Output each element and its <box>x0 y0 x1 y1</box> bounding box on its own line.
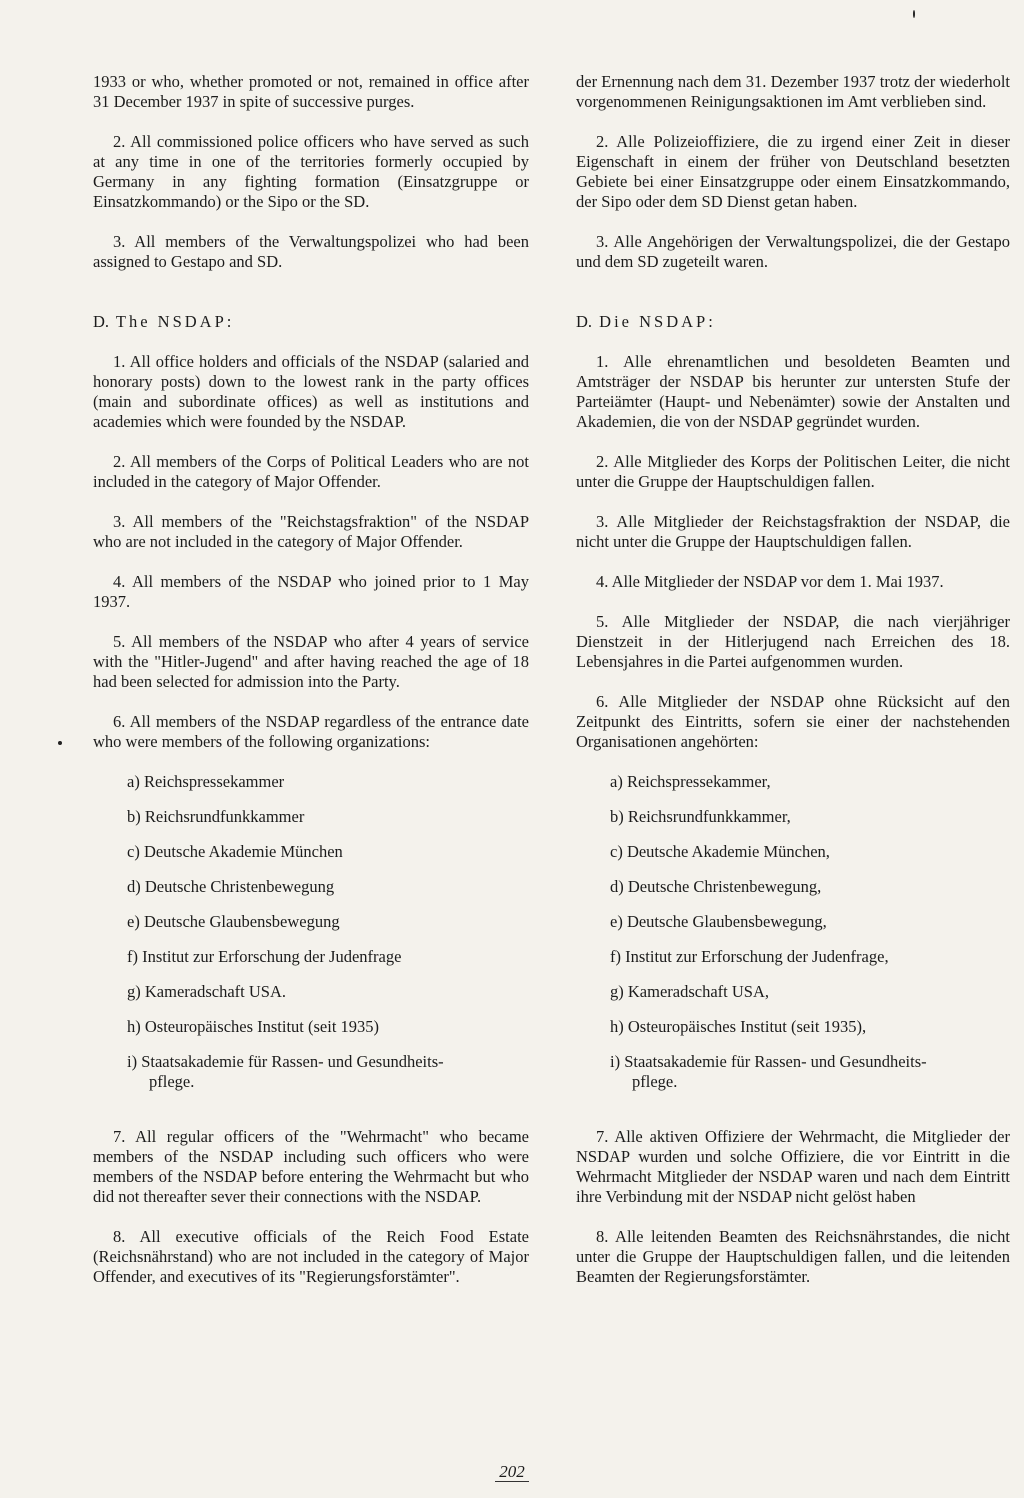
organization-item: h) Osteuropäisches Institut (seit 1935), <box>610 1017 867 1036</box>
organization-item: d) Deutsche Christenbewegung, <box>610 877 822 896</box>
organization-item: b) Reichsrundfunkkammer, <box>610 807 791 826</box>
list-item: 4. Alle Mitglieder der NSDAP vor dem 1. Mai 1937. <box>596 572 944 591</box>
organization-list <box>576 772 1010 1092</box>
list-item: 6. Alle Mitglieder der NSDAP ohne Rücksicht auf den Zeitpunkt des Eintritts, sofern sie einer der nachstehenden Organisationen angehörten: <box>576 692 1010 751</box>
organization-item: e) Deutsche Glaubensbewegung <box>127 912 340 931</box>
continuation-paragraph: 1933 or who, whether promoted or not, remained in office after 31 December 1937 in spite of successive purges. <box>93 72 529 111</box>
organization-item: h) Osteuropäisches Institut (seit 1935) <box>127 1017 380 1036</box>
paragraph-police-officers: 2. Alle Polizeioffiziere, die zu irgend einer Zeit in dieser Eigenschaft in einem der früher von Deutschland besetzten Gebiete bei einer Einsatzgruppe oder einem Einsatzkommando, der Sipo oder dem SD Dienst getan haben. <box>576 132 1010 211</box>
scan-speck <box>58 741 62 745</box>
organization-item: i) Staatsakademie für Rassen- und Gesundheits- pflege. <box>610 1052 927 1091</box>
continuation-paragraph: der Ernennung nach dem 31. Dezember 1937 trotz der wiederholt vorgenommenen Reinigungsaktionen im Amt verblieben sind. <box>576 72 1010 111</box>
organization-item: b) Reichsrundfunkkammer <box>127 807 305 826</box>
section-heading: D. Die NSDAP: <box>576 312 716 331</box>
paragraph-police-officers: 2. All commissioned police officers who have served as such at any time in one of the territories formerly occupied by Germany in any fighting formation (Einsatzgruppe or Einsatzkommando) or the Sipo or the SD. <box>93 132 529 211</box>
organization-item: c) Deutsche Akademie München <box>127 842 343 861</box>
list-item: 8. Alle leitenden Beamten des Reichsnährstandes, die nicht unter die Gruppe der Hauptschuldigen fallen, und die leitenden Beamten der Regierungsforstämter. <box>576 1227 1010 1286</box>
page-number: 202 <box>0 1462 1024 1482</box>
organization-item: f) Institut zur Erforschung der Judenfrage, <box>610 947 889 966</box>
section-heading: D. The NSDAP: <box>93 312 235 331</box>
scan-speck <box>913 10 915 18</box>
list-item: 8. All executive officials of the Reich Food Estate (Reichsnährstand) who are not included in the category of Major Offender, and executives of its "Regierungsforstämter". <box>93 1227 529 1286</box>
list-item: 3. Alle Mitglieder der Reichstagsfraktion der NSDAP, die nicht unter die Gruppe der Hauptschuldigen fallen. <box>576 512 1010 551</box>
list-item: 7. Alle aktiven Offiziere der Wehrmacht, die Mitglieder der NSDAP wurden und solche Offiziere, die vor Eintritt in die Wehrmacht Mitglieder der NSDAP waren und nach dem Eintritt ihre Verbindung mit der NSDAP nicht gelöst haben <box>576 1127 1010 1206</box>
organization-item: f) Institut zur Erforschung der Judenfrage <box>127 947 402 966</box>
list-item: 3. All members of the "Reichstagsfraktion" of the NSDAP who are not included in the category of Major Offender. <box>93 512 529 551</box>
paragraph-verwaltungspolizei: 3. Alle Angehörigen der Verwaltungspolizei, die der Gestapo und dem SD zugeteilt waren. <box>576 232 1010 271</box>
organization-list <box>93 772 529 1092</box>
list-item: 4. All members of the NSDAP who joined prior to 1 May 1937. <box>93 572 529 611</box>
organization-item: e) Deutsche Glaubensbewegung, <box>610 912 827 931</box>
german-column <box>576 72 1010 1287</box>
list-item: 2. All members of the Corps of Political Leaders who are not included in the category of Major Offender. <box>93 452 529 491</box>
organization-item: c) Deutsche Akademie München, <box>610 842 830 861</box>
paragraph-verwaltungspolizei: 3. All members of the Verwaltungspolizei who had been assigned to Gestapo and SD. <box>93 232 529 271</box>
list-item: 6. All members of the NSDAP regardless of the entrance date who were members of the following organizations: <box>93 712 529 751</box>
list-item: 2. Alle Mitglieder des Korps der Politischen Leiter, die nicht unter die Gruppe der Hauptschuldigen fallen. <box>576 452 1010 491</box>
organization-item: a) Reichspressekammer, <box>610 772 771 791</box>
organization-item: g) Kameradschaft USA, <box>610 982 769 1001</box>
english-column <box>93 72 529 1287</box>
list-item: 1. All office holders and officials of the NSDAP (salaried and honorary posts) down to the lowest rank in the party offices (main and subordinate offices) as well as institutions and academies which were founded by the NSDAP. <box>93 352 529 431</box>
organization-item: a) Reichspressekammer <box>127 772 285 791</box>
list-item: 7. All regular officers of the "Wehrmacht" who became members of the NSDAP including such officers who were members of the NSDAP before entering the Wehrmacht but who did not thereafter sever their connections with the NSDAP. <box>93 1127 529 1206</box>
organization-item: d) Deutsche Christenbewegung <box>127 877 335 896</box>
organization-item: g) Kameradschaft USA. <box>127 982 286 1001</box>
organization-item: i) Staatsakademie für Rassen- und Gesundheits- pflege. <box>127 1052 444 1091</box>
list-item: 5. Alle Mitglieder der NSDAP, die nach vierjähriger Dienstzeit in der Hitlerjugend nach Erreichen des 18. Lebensjahres in die Partei aufgenommen wurden. <box>576 612 1010 671</box>
list-item: 1. Alle ehrenamtlichen und besoldeten Beamten und Amtsträger der NSDAP bis herunter zur untersten Stufe der Parteiämter (Haupt- und Nebenämter) sowie der Anstalten und Akademien, die von der NSDAP gegründet wurden. <box>576 352 1010 431</box>
list-item: 5. All members of the NSDAP who after 4 years of service with the "Hitler-Jugend" and after having reached the age of 18 had been selected for admission into the Party. <box>93 632 529 691</box>
